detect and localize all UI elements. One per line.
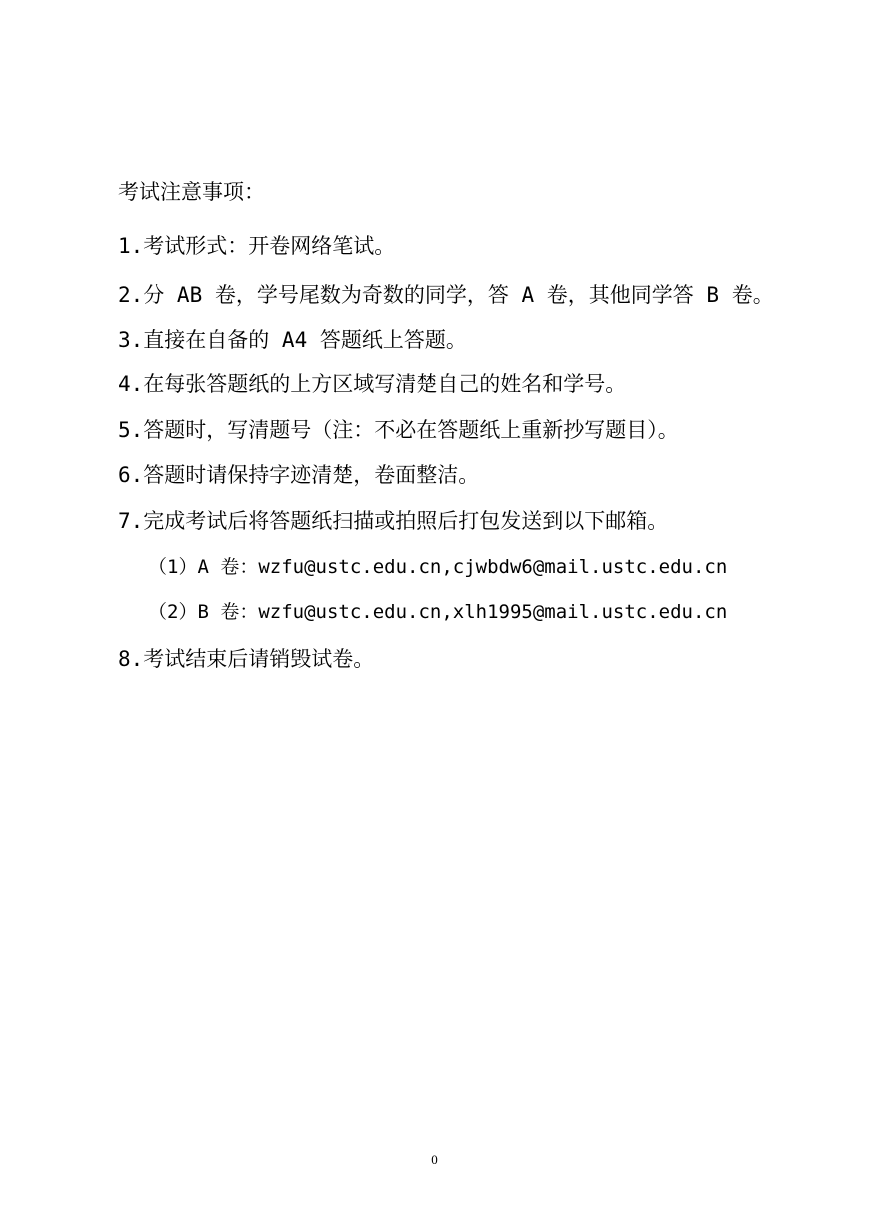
notice-item-2: 2.分 AB 卷，学号尾数为奇数的同学，答 A 卷，其他同学答 B 卷。 (118, 283, 774, 307)
notice-item-1: 1.考试形式：开卷网络笔试。 (118, 234, 396, 258)
notice-item-8: 8.考试结束后请销毁试卷。 (118, 647, 375, 671)
notice-item-6: 6.答题时请保持字迹清楚，卷面整洁。 (118, 463, 480, 487)
notice-title: 考试注意事项： (118, 180, 265, 204)
notice-item-3: 3.直接在自备的 A4 答题纸上答题。 (118, 328, 467, 352)
page-number: 0 (431, 1152, 438, 1167)
email-line-a: （1）A 卷：wzfu@ustc.edu.cn,cjwbdw6@mail.ustc.edu.cn (148, 556, 728, 578)
email-line-b: （2）B 卷：wzfu@ustc.edu.cn,xlh1995@mail.ustc.edu.cn (148, 601, 728, 623)
notice-item-4: 4.在每张答题纸的上方区域写清楚自己的姓名和学号。 (118, 372, 627, 396)
notice-item-7: 7.完成考试后将答题纸扫描或拍照后打包发送到以下邮箱。 (118, 509, 669, 533)
notice-item-5: 5.答题时，写清题号（注：不必在答题纸上重新抄写题目）。 (118, 418, 679, 442)
